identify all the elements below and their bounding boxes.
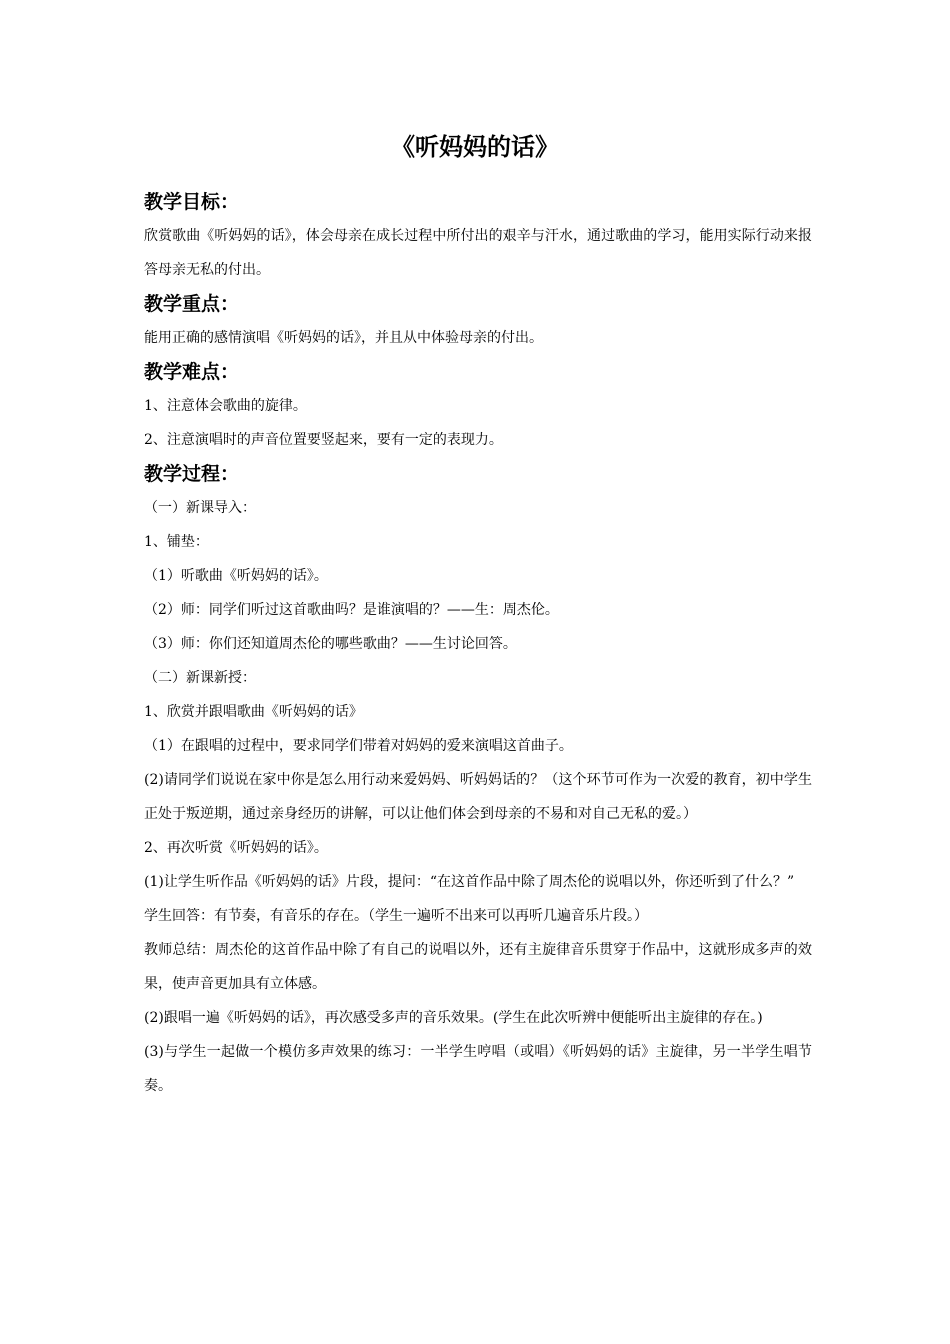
paragraph: （1）在跟唱的过程中，要求同学们带着对妈妈的爱来演唱这首曲子。 <box>144 738 573 754</box>
section-teaching-process <box>144 457 812 1103</box>
section-heading: 教学重点： <box>144 293 240 315</box>
paragraph: (1)让学生听作品《听妈妈的话》片段，提问：“在这首作品中除了周杰伦的说唱以外，你还听到了什么？” <box>144 874 795 890</box>
document-title: 《听妈妈的话》 <box>391 133 559 161</box>
document-body <box>144 185 812 1103</box>
paragraph: 1、欣赏并跟唱歌曲《听妈妈的话》 <box>144 704 363 720</box>
paragraph: 学生回答：有节奏，有音乐的存在。（学生一遍听不出来可以再听几遍音乐片段。） <box>144 908 648 924</box>
paragraph: （3）师：你们还知道周杰伦的哪些歌曲？——生讨论回答。 <box>144 636 517 652</box>
section-teaching-objectives <box>144 185 812 287</box>
paragraph: 2、再次听赏《听妈妈的话》。 <box>144 840 328 856</box>
paragraph: （1）听歌曲《听妈妈的话》。 <box>144 568 328 584</box>
section-heading: 教学难点： <box>144 361 240 383</box>
paragraph: (2)跟唱一遍《听妈妈的话》，再次感受多声的音乐效果。(学生在此次听辨中便能听出主旋律的存在。) <box>144 1010 763 1026</box>
section-heading: 教学过程： <box>144 463 240 485</box>
paragraph: （一）新课导入： <box>144 500 256 516</box>
section-heading: 教学目标： <box>144 191 240 213</box>
paragraph: 1、铺垫： <box>144 534 209 550</box>
paragraph: 欣赏歌曲《听妈妈的话》，体会母亲在成长过程中所付出的艰辛与汗水，通过歌曲的学习，能用实际行动来报答母亲无私的付出。 <box>144 228 812 278</box>
paragraph: 1、注意体会歌曲的旋律。 <box>144 398 307 414</box>
paragraph: (3)与学生一起做一个模仿多声效果的练习：一半学生哼唱（或唱）《听妈妈的话》主旋律，另一半学生唱节奏。 <box>144 1044 812 1094</box>
paragraph: （2）师：同学们听过这首歌曲吗？是谁演唱的？——生：周杰伦。 <box>144 602 559 618</box>
paragraph: 2、注意演唱时的声音位置要竖起来，要有一定的表现力。 <box>144 432 503 448</box>
section-teaching-difficulties <box>144 355 812 457</box>
paragraph: 教师总结：周杰伦的这首作品中除了有自己的说唱以外，还有主旋律音乐贯穿于作品中，这就形成多声的效果，使声音更加具有立体感。 <box>144 942 812 992</box>
paragraph: （二）新课新授： <box>144 670 256 686</box>
paragraph: (2)请同学们说说在家中你是怎么用行动来爱妈妈、听妈妈话的？（这个环节可作为一次爱的教育，初中学生正处于叛逆期，通过亲身经历的讲解，可以让他们体会到母亲的不易和对自己无私的爱。） <box>144 772 812 822</box>
section-teaching-focus <box>144 287 812 355</box>
paragraph: 能用正确的感情演唱《听妈妈的话》，并且从中体验母亲的付出。 <box>144 330 543 346</box>
